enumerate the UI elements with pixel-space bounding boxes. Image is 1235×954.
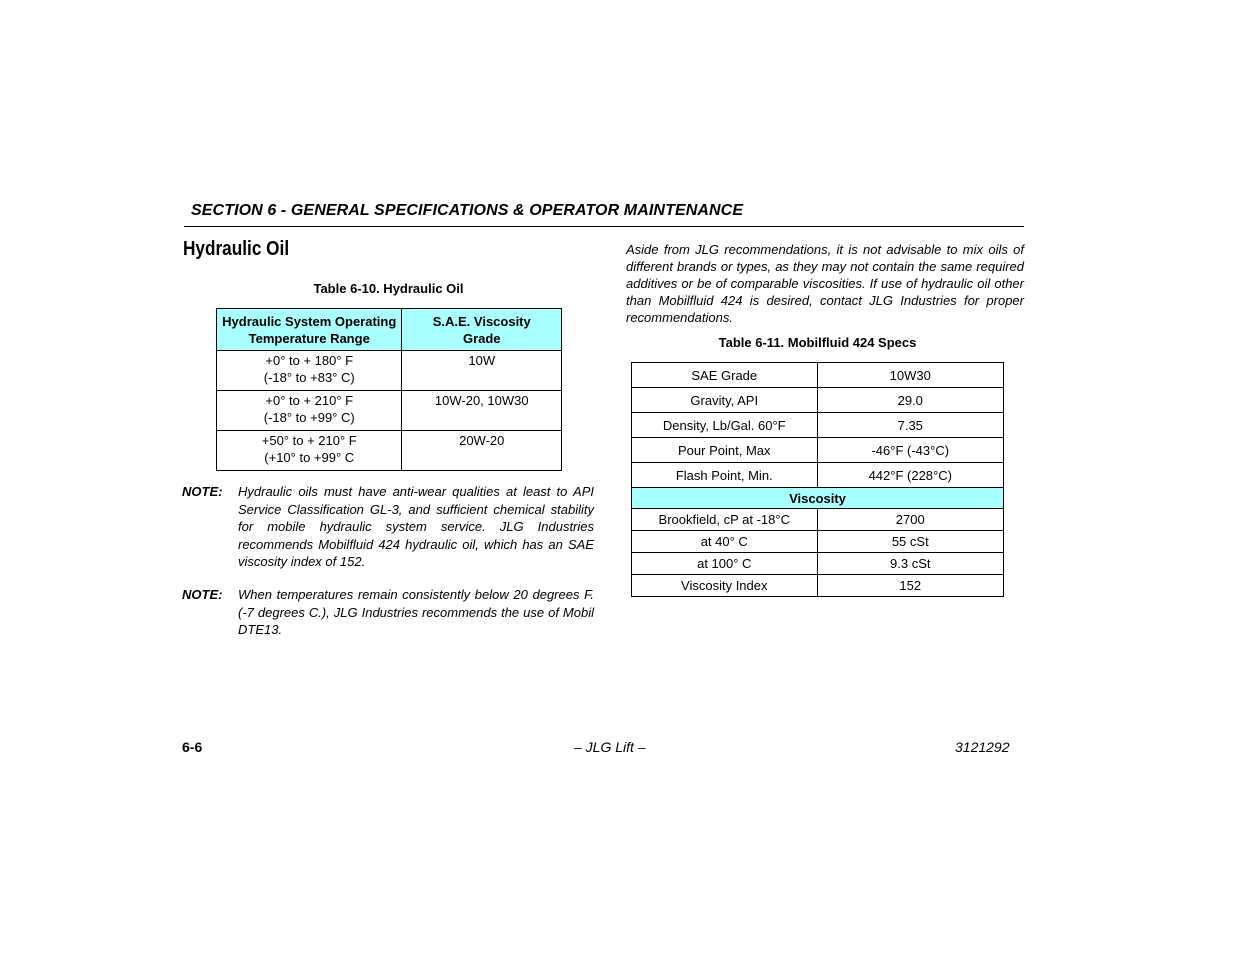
spec-label: SAE Grade — [632, 363, 818, 388]
table-header-row — [217, 309, 562, 351]
spec-label: Viscosity Index — [632, 575, 818, 597]
hydraulic-oil-table — [216, 308, 562, 471]
footer-page-number: 6-6 — [182, 739, 203, 755]
note-anti-wear — [182, 483, 594, 571]
table-row — [632, 531, 1004, 553]
note-low-temperature — [182, 586, 594, 639]
spec-value: 10W30 — [817, 363, 1003, 388]
temperature-range-header — [217, 309, 402, 351]
page-heading: Hydraulic Oil — [183, 238, 290, 260]
note-text: When temperatures remain consistently below 20 degrees F. (-7 degrees C.), JLG Industries recommends the use of Mobil DTE13. — [238, 587, 594, 637]
table-row — [217, 391, 562, 431]
table-row — [632, 363, 1004, 388]
spec-value: 2700 — [817, 509, 1003, 531]
section-header: SECTION 6 - GENERAL SPECIFICATIONS & OPERATOR MAINTENANCE — [191, 202, 744, 219]
mobilfluid-specs-table — [631, 362, 1004, 597]
header-rule — [184, 226, 1024, 227]
spec-label: Brookfield, cP at -18°C — [632, 509, 818, 531]
spec-label: Flash Point, Min. — [632, 463, 818, 488]
footer-publication: – JLG Lift – — [574, 739, 646, 755]
spec-label: at 100° C — [632, 553, 818, 575]
spec-value: -46°F (-43°C) — [817, 438, 1003, 463]
temperature-range-cell: +0° to + 180° F (-18° to +83° C) — [217, 351, 402, 391]
table-row — [632, 553, 1004, 575]
table-row — [632, 413, 1004, 438]
spec-label: at 40° C — [632, 531, 818, 553]
spec-value: 7.35 — [817, 413, 1003, 438]
spec-value: 9.3 cSt — [817, 553, 1003, 575]
viscosity-grade-cell: 10W — [402, 351, 562, 391]
header-line: Hydraulic System Operating Temperature Range — [222, 313, 397, 346]
note-text: Hydraulic oils must have anti-wear qualities at least to API Service Classification GL-3, and sufficient chemical stability for mobile hydraulic system service. JLG Industries recommends Mobilfluid 424 hydraulic oil, which has an SAE viscosity index of 152. — [238, 484, 594, 569]
footer-document-number: 3121292 — [955, 739, 1010, 755]
note-label: NOTE: — [182, 484, 223, 499]
mobilfluid-table-caption: Table 6-11. Mobilfluid 424 Specs — [718, 335, 917, 350]
spec-label: Density, Lb/Gal. 60°F — [632, 413, 818, 438]
hydraulic-oil-table-caption: Table 6-10. Hydraulic Oil — [313, 281, 464, 296]
spec-value: 55 cSt — [817, 531, 1003, 553]
viscosity-header-row — [632, 488, 1004, 509]
viscosity-grade-cell: 10W-20, 10W30 — [402, 391, 562, 431]
table-row — [217, 431, 562, 471]
table-row — [632, 575, 1004, 597]
table-row — [632, 463, 1004, 488]
temperature-range-cell: +50° to + 210° F (+10° to +99° C — [217, 431, 402, 471]
viscosity-grade-header — [402, 309, 562, 351]
temperature-range-cell: +0° to + 210° F (-18° to +99° C) — [217, 391, 402, 431]
header-line: S.A.E. Viscosity Grade — [432, 313, 531, 346]
spec-label: Pour Point, Max — [632, 438, 818, 463]
spec-value: 442°F (228°C) — [817, 463, 1003, 488]
spec-value: 152 — [817, 575, 1003, 597]
table-row — [632, 509, 1004, 531]
mixing-oils-paragraph: Aside from JLG recommendations, it is not advisable to mix oils of different brands or types, as they may not contain the same required additives or be of comparable viscosities. If use of hydraulic oil other than Mobilfluid 424 is desired, contact JLG Industries for proper recommendations. — [626, 242, 1024, 325]
viscosity-grade-cell: 20W-20 — [402, 431, 562, 471]
table-row — [632, 388, 1004, 413]
table-row — [217, 351, 562, 391]
spec-label: Gravity, API — [632, 388, 818, 413]
viscosity-header: Viscosity — [632, 488, 1004, 509]
spec-value: 29.0 — [817, 388, 1003, 413]
table-row — [632, 438, 1004, 463]
note-label: NOTE: — [182, 587, 223, 602]
